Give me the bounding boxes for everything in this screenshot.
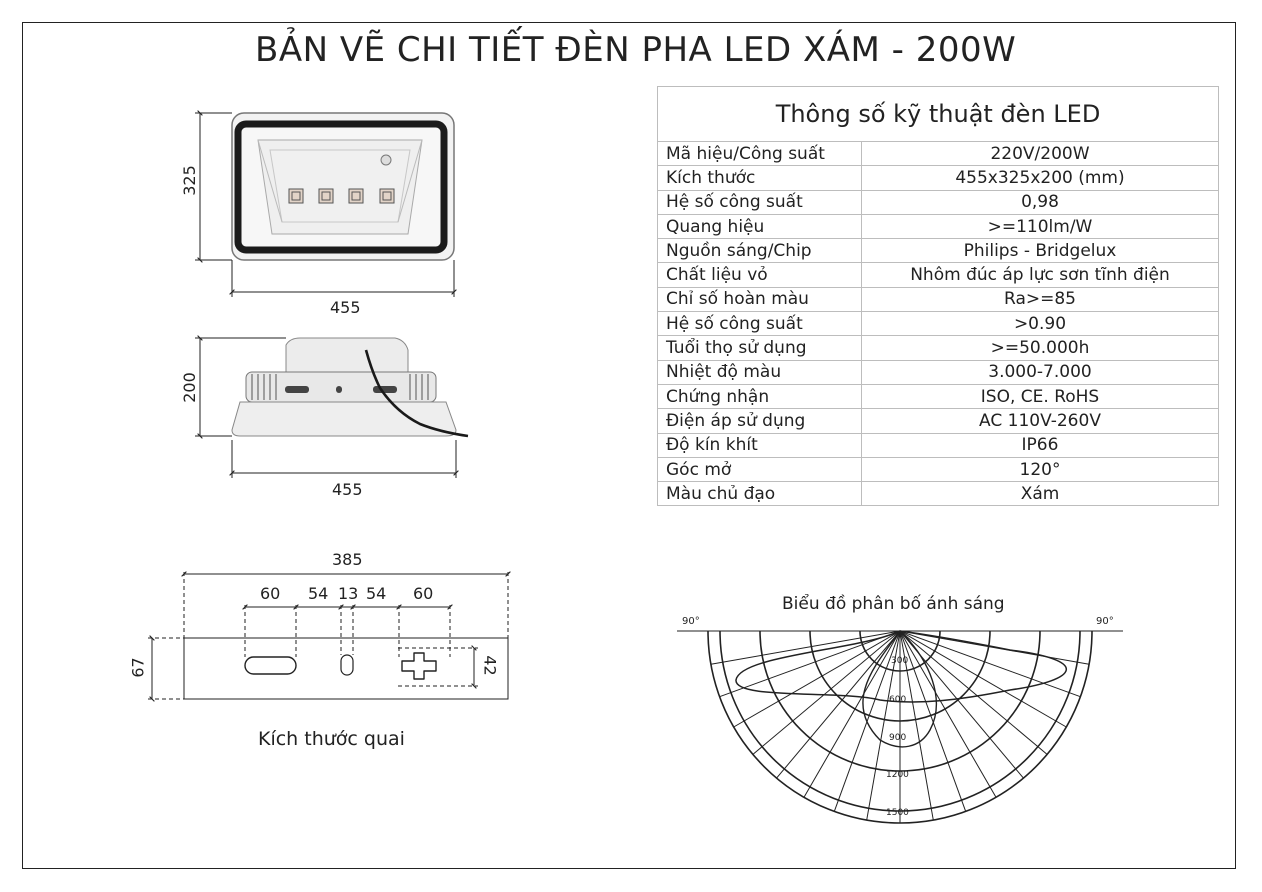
polar-ring-label: 600 — [889, 695, 907, 705]
polar-ring-label: 300 — [891, 656, 909, 666]
spec-key: Quang hiệu — [658, 214, 862, 238]
bracket-segment-label: 54 — [308, 584, 329, 603]
bracket-segment-label: 60 — [260, 584, 281, 603]
spec-key: Kích thước — [658, 166, 862, 190]
front-width-label: 455 — [330, 298, 361, 317]
bracket-drawing — [184, 638, 508, 699]
spec-key: Nhiệt độ màu — [658, 360, 862, 384]
bracket-segment-label: 60 — [413, 584, 434, 603]
spec-key: Hệ số công suất — [658, 190, 862, 214]
page-title: BẢN VẼ CHI TIẾT ĐÈN PHA LED XÁM - 200W — [255, 30, 1017, 70]
bracket-caption: Kích thước quai — [258, 728, 405, 750]
spec-key: Nguồn sáng/Chip — [658, 239, 862, 263]
spec-value: IP66 — [862, 433, 1219, 457]
spec-key: Chỉ số hoàn màu — [658, 287, 862, 311]
front-view-drawing — [232, 113, 454, 260]
spec-key: Tuổi thọ sử dụng — [658, 336, 862, 360]
bracket-segment-label: 13 — [338, 584, 359, 603]
spec-value: 120° — [862, 457, 1219, 481]
polar-angle-right: 90° — [1096, 616, 1114, 627]
spec-key: Chứng nhận — [658, 384, 862, 408]
front-height-label: 325 — [179, 165, 199, 196]
bracket-total-width-label: 385 — [332, 550, 363, 569]
bracket-slot-height-label: 42 — [480, 655, 500, 676]
spec-key: Mã hiệu/Công suất — [658, 142, 862, 166]
spec-value: AC 110V-260V — [862, 409, 1219, 433]
spec-key: Độ kín khít — [658, 433, 862, 457]
side-view-drawing — [232, 338, 468, 436]
spec-value: >0.90 — [862, 312, 1219, 336]
spec-value: Nhôm đúc áp lực sơn tĩnh điện — [862, 263, 1219, 287]
spec-value: ISO, CE. RoHS — [862, 384, 1219, 408]
spec-key: Màu chủ đạo — [658, 482, 862, 506]
spec-table-heading: Thông số kỹ thuật đèn LED — [658, 87, 1219, 142]
spec-value: Xám — [862, 482, 1219, 506]
side-width-label: 455 — [332, 480, 363, 499]
bracket-segment-label: 54 — [366, 584, 387, 603]
spec-value: >=50.000h — [862, 336, 1219, 360]
spec-value: 3.000-7.000 — [862, 360, 1219, 384]
spec-value: Philips - Bridgelux — [862, 239, 1219, 263]
spec-value: 0,98 — [862, 190, 1219, 214]
polar-diagram-title: Biểu đồ phân bố ánh sáng — [782, 594, 1005, 614]
polar-angle-left: 90° — [682, 616, 700, 627]
spec-value: 455x325x200 (mm) — [862, 166, 1219, 190]
polar-ring-label: 1200 — [886, 770, 909, 780]
spec-value: >=110lm/W — [862, 214, 1219, 238]
spec-value: 220V/200W — [862, 142, 1219, 166]
bracket-height-label: 67 — [128, 657, 148, 678]
spec-key: Góc mở — [658, 457, 862, 481]
polar-ring-label: 900 — [889, 733, 907, 743]
spec-value: Ra>=85 — [862, 287, 1219, 311]
spec-key: Điện áp sử dụng — [658, 409, 862, 433]
spec-key: Chất liệu vỏ — [658, 263, 862, 287]
polar-ring-label: 1500 — [886, 808, 909, 818]
spec-key: Hệ số công suất — [658, 312, 862, 336]
side-height-label: 200 — [179, 372, 199, 403]
